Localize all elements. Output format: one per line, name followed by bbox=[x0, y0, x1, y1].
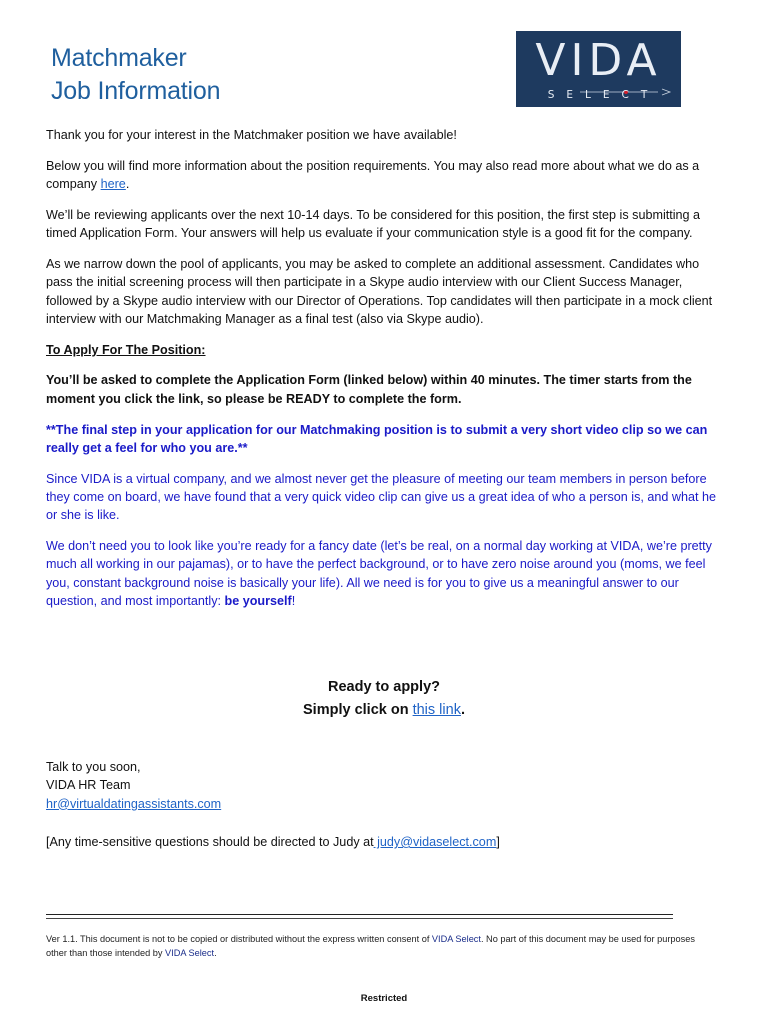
video-clip-note: **The final step in your application for our Matchmaking position is to submit a very short video clip so we can really get a feel for who you are.** bbox=[46, 422, 708, 455]
intro-paragraph-3: We’ll be reviewing applicants over the next 10-14 days. To be considered for this position, the first step is submitting a timed Application Form. Your answers will help us evaluate if your communication style is a good fit for the company. bbox=[46, 207, 701, 241]
virtual-company-paragraph: Since VIDA is a virtual company, and we almost never get the pleasure of meeting our team members in person before they come on board, we have found that a very quick video clip can give us a great idea of who a person is, and what he or she is like. bbox=[46, 471, 716, 523]
vida-select-logo bbox=[516, 31, 681, 107]
intro-paragraph-1: Thank you for your interest in the Matchmaker position we have available! bbox=[46, 128, 457, 142]
apply-instructions: You’ll be asked to complete the Application Form (linked below) within 40 minutes. The timer starts from the moment you click the link, so please be READY to complete the form. bbox=[46, 373, 692, 406]
signoff-team: VIDA HR Team bbox=[46, 778, 131, 793]
restricted-label: Restricted bbox=[360, 993, 408, 1004]
apply-heading: To Apply For The Position: bbox=[46, 342, 206, 357]
footer-brand: VIDA Select bbox=[165, 948, 215, 958]
signoff-block bbox=[46, 758, 221, 813]
judy-email-link[interactable]: judy@vidaselect.com bbox=[373, 835, 497, 849]
footer-brand: VIDA Select bbox=[431, 934, 481, 944]
logo-subtitle: SELECT bbox=[547, 89, 660, 101]
intro-paragraph-2: Below you will find more information about the position requirements. You may also read more about what we do as a company here. bbox=[46, 158, 700, 192]
urgent-questions-note: [Any time-sensitive questions should be directed to Judy at judy@vidaselect.com] bbox=[46, 835, 500, 849]
document-body bbox=[46, 126, 728, 623]
ready-to-apply-line: Ready to apply? bbox=[328, 679, 440, 695]
page-title bbox=[51, 42, 220, 108]
title-line-2: Job Information bbox=[51, 77, 221, 105]
company-info-link[interactable]: here bbox=[100, 177, 126, 192]
apply-link-line: Simply click on this link. bbox=[303, 702, 465, 718]
relaxed-expectations-paragraph: We don’t need you to look like you’re ready for a fancy date (let’s be real, on a normal day working at VIDA, we’re pretty much all working in our pajamas), or to have the perfect background, or to have zero noise around you (moms, we feel you, constant background noise is basically your life). All we need is for you to give us a meaningful answer to our question, and most importantly: be yourself! bbox=[46, 539, 712, 608]
signoff-greeting: Talk to you soon, bbox=[46, 760, 141, 774]
application-form-link[interactable]: this link bbox=[412, 702, 461, 718]
footer-divider bbox=[46, 914, 673, 915]
logo-wordmark: VIDA bbox=[535, 35, 662, 86]
footer-disclaimer: Ver 1.1. This document is not to be copied or distributed without the express written consent of VIDA Select. No part of this document may be used for purposes other than those intended by VIDA Select. bbox=[46, 934, 695, 958]
title-line-1: Matchmaker bbox=[51, 44, 187, 72]
footer-divider-secondary bbox=[46, 918, 673, 919]
intro-paragraph-4: As we narrow down the pool of applicants, you may be asked to complete an additional assessment. Candidates who pass the initial screening process will then participate in a Skype audio interview with our Client Success Manager, followed by a Skype audio interview with our Director of Operations. Top candidates will then participate in a mock client interview with our Matchmaking Manager as a final test (also via Skype audio). bbox=[46, 256, 713, 326]
hr-email-link[interactable]: hr@virtualdatingassistants.com bbox=[46, 796, 222, 811]
